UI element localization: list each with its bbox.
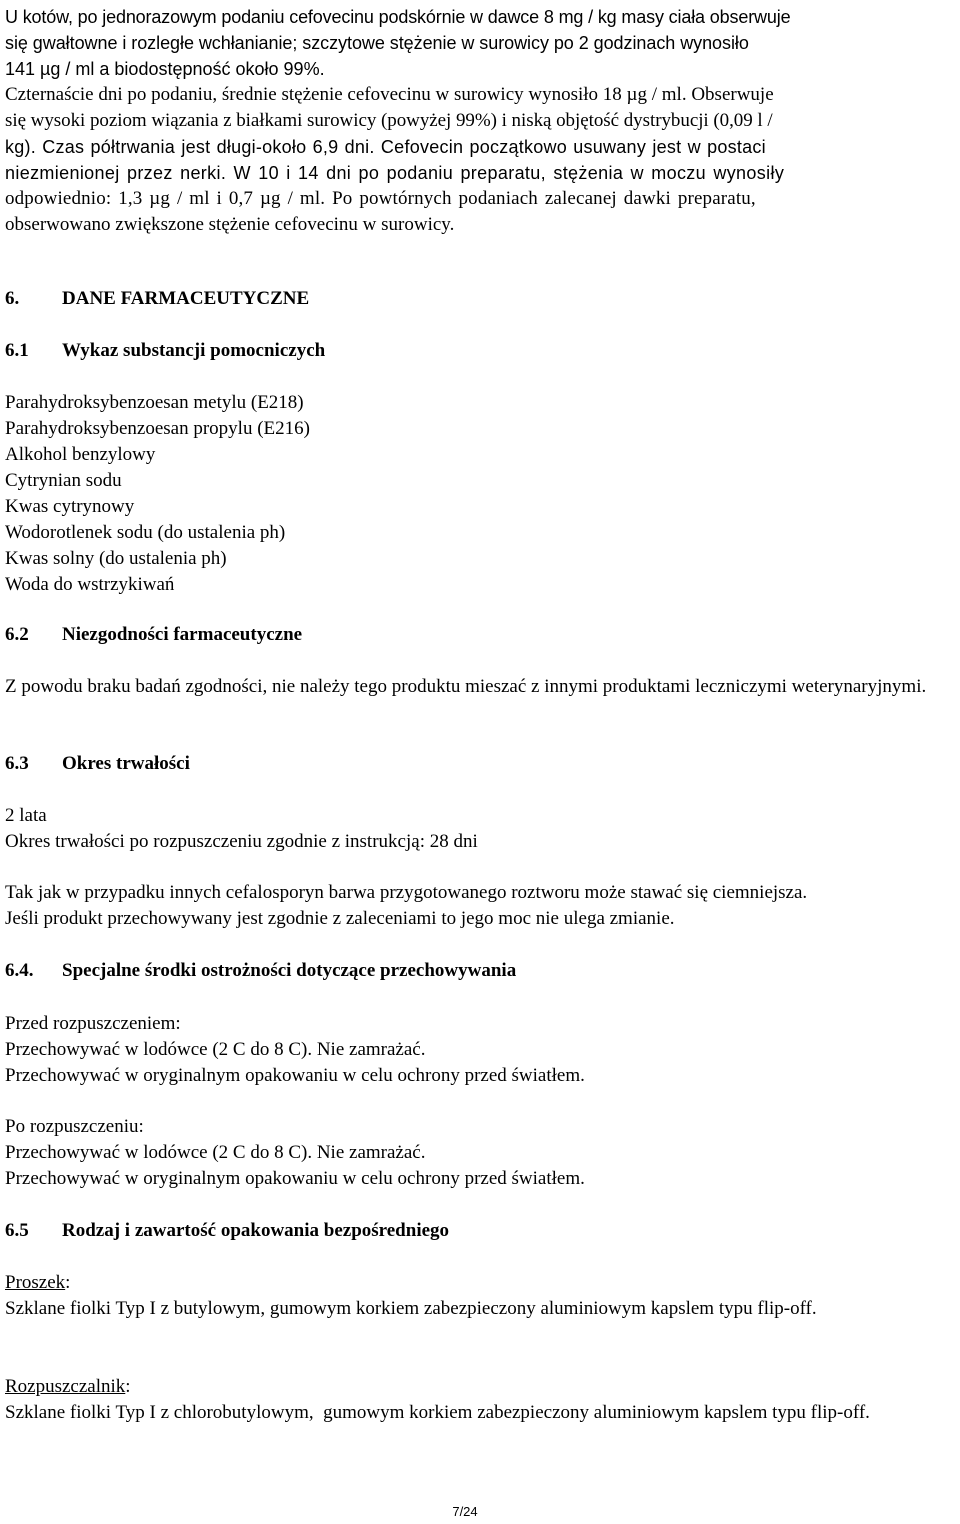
list-item: Alkohol benzylowy xyxy=(5,444,156,465)
solvent-container xyxy=(5,1374,930,1400)
section-title: Rodzaj i zawartość opakowania bezpośredniego xyxy=(62,1220,450,1241)
section-title: Wykaz substancji pomocniczych xyxy=(62,340,326,361)
text-line: 141 µg / ml a biodostępność około 99%. xyxy=(5,59,325,79)
section-number: 6.4. xyxy=(5,960,34,981)
page-number: 7/24 xyxy=(452,1504,478,1519)
text-line: niezmienionej przez nerki. W 10 i 14 dni po podaniu preparatu, stężenia w moczu wynosiły xyxy=(5,163,785,183)
text-line: Przechowywać w lodówce (2 C do 8 C). Nie zamrażać. xyxy=(5,1039,426,1060)
section-heading-6-4 xyxy=(5,958,516,984)
text-line: Czternaście dni po podaniu, średnie stężenie cefovecinu w surowicy wynosiło 18 µg / ml. Obserwuje xyxy=(5,84,774,105)
text-line: obserwowano zwiększone stężenie cefovecinu w surowicy. xyxy=(5,214,455,235)
solvent-description: Szklane fiolki Typ I z chlorobutylowym, gumowym korkiem zabezpieczony aluminiowym kapslem typu flip-off. xyxy=(5,1402,870,1423)
section-number: 6.3 xyxy=(5,753,29,774)
powder-container xyxy=(5,1270,930,1296)
solvent-label: Rozpuszczalnik xyxy=(5,1376,126,1397)
subheading: Po rozpuszczeniu: xyxy=(5,1116,144,1137)
text-line: się wysoki poziom wiązania z białkami surowicy (powyżej 99%) i niską objętość dystrybucji (0,09 l / xyxy=(5,110,773,131)
pharmacokinetics-paragraph xyxy=(5,4,930,238)
excipients-list xyxy=(5,390,930,598)
text-line: Przechowywać w lodówce (2 C do 8 C). Nie zamrażać. xyxy=(5,1142,426,1163)
text-line: U kotów, po jednorazowym podaniu cefovecinu podskórnie w dawce 8 mg / kg masy ciała obserwuje xyxy=(5,7,791,27)
section-heading-6 xyxy=(5,286,309,312)
section-title: Specjalne środki ostrożności dotyczące przechowywania xyxy=(62,960,517,981)
subheading: Proszek: xyxy=(5,1272,71,1293)
section-heading-6-1 xyxy=(5,338,325,364)
text-line: odpowiednio: 1,3 µg / ml i 0,7 µg / ml. Po powtórnych podaniach zalecanej dawki preparatu, xyxy=(5,188,756,209)
list-item: Kwas solny (do ustalenia ph) xyxy=(5,548,227,569)
powder-description: Szklane fiolki Typ I z butylowym, gumowym korkiem zabezpieczony aluminiowym kapslem typu flip-off. xyxy=(5,1298,817,1319)
text-line: Okres trwałości po rozpuszczeniu zgodnie z instrukcją: 28 dni xyxy=(5,831,478,852)
section-title: Okres trwałości xyxy=(62,753,190,774)
storage-after-reconstitution xyxy=(5,1114,930,1192)
text-line: Tak jak w przypadku innych cefalosporyn barwa przygotowanego roztworu może stawać się ciemniejsza. xyxy=(5,882,808,903)
text-line: 2 lata xyxy=(5,805,47,826)
storage-before-reconstitution xyxy=(5,1011,930,1089)
section-number: 6.2 xyxy=(5,624,29,645)
shelf-life-text xyxy=(5,803,930,855)
section-title: DANE FARMACEUTYCZNE xyxy=(62,288,310,309)
text-line: Przechowywać w oryginalnym opakowaniu w celu ochrony przed światłem. xyxy=(5,1168,585,1189)
list-item: Cytrynian sodu xyxy=(5,470,122,491)
subheading: Rozpuszczalnik: xyxy=(5,1376,131,1397)
section-number: 6.5 xyxy=(5,1220,29,1241)
list-item: Wodorotlenek sodu (do ustalenia ph) xyxy=(5,522,286,543)
section-number: 6.1 xyxy=(5,340,29,361)
subheading: Przed rozpuszczeniem: xyxy=(5,1013,181,1034)
text-line: kg). Czas półtrwania jest długi-około 6,9 dni. Cefovecin początkowo usuwany jest w postaci xyxy=(5,137,766,157)
section-number: 6. xyxy=(5,288,20,309)
section-heading-6-3 xyxy=(5,751,190,777)
incompatibilities-text: Z powodu braku badań zgodności, nie należy tego produktu mieszać z innymi produktami leczniczymi weterynaryjnymi. xyxy=(5,676,927,697)
list-item: Parahydroksybenzoesan metylu (E218) xyxy=(5,392,304,413)
section-heading-6-2 xyxy=(5,622,302,648)
shelf-life-note xyxy=(5,880,930,932)
text-line: się gwałtowne i rozległe wchłanianie; szczytowe stężenie w surowicy po 2 godzinach wynosiło xyxy=(5,33,749,53)
text-line: Jeśli produkt przechowywany jest zgodnie z zaleceniami to jego moc nie ulega zmianie. xyxy=(5,908,675,929)
powder-label: Proszek xyxy=(5,1272,66,1293)
section-heading-6-5 xyxy=(5,1218,449,1244)
list-item: Woda do wstrzykiwań xyxy=(5,574,175,595)
section-title: Niezgodności farmaceutyczne xyxy=(62,624,303,645)
list-item: Kwas cytrynowy xyxy=(5,496,135,517)
text-line: Przechowywać w oryginalnym opakowaniu w celu ochrony przed światłem. xyxy=(5,1065,585,1086)
list-item: Parahydroksybenzoesan propylu (E216) xyxy=(5,418,310,439)
